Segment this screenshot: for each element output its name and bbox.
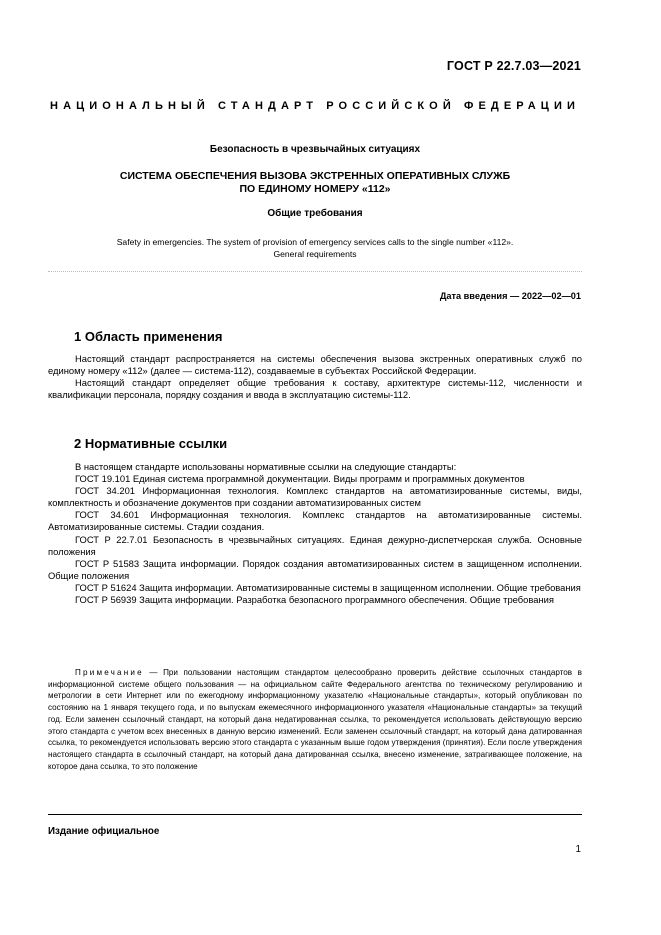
section-2-heading: 2 Нормативные ссылки (74, 436, 228, 451)
subject-line: Безопасность в чрезвычайных ситуациях (209, 144, 421, 155)
note-label: Примечание (75, 668, 144, 677)
section-1-paragraph: Настоящий стандарт определяет общие требования к составу, архитектуре системы-112, численности и квалификации персонала, порядку создания и ввода в эксплуатацию системы-112. (48, 377, 582, 401)
dotted-separator (48, 271, 582, 272)
footer-rule (48, 814, 582, 815)
section-1-body (48, 353, 582, 401)
introduction-date: Дата введения — 2022—02—01 (439, 291, 581, 301)
english-title-line-1: Safety in emergencies. The system of provision of emergency services calls to the single number «112». (116, 237, 514, 247)
section-2-body (48, 461, 582, 606)
official-edition-label: Издание официальное (48, 826, 160, 837)
reference-item: ГОСТ 19.101 Единая система программной документации. Виды программ и программных документов (75, 473, 525, 485)
note-text: — При пользовании настоящим стандартом целесообразно проверить действие ссылочных стандартов в информационной системе общего пользования — на официальном сайте Федерального агентства по техническому регулированию и метрологии в сети Интернет или по ежегодному информационному указателю «Национальные стандарты», который опубликован по состоянию на 1 января текущего года, и по выпускам ежемесячного информационного указателя «Национальные стандарты» за текущий год. Если заменен ссылочный стандарт, на который дана недатированная ссылка, то рекомендуется использовать действующую версию этого стандарта с учетом всех внесенных в данную версию изменений. Если заменен ссылочный стандарт, на который дана датированная ссылка, то рекомендуется использовать версию этого стандарта с указанным выше годом утверждения (принятия). Если после утверждения настоящего стандарта в ссылочный стандарт, на который дана датированная ссылка, внесено изменение, затрагивающее положение, на которое дана ссылка, то это положение (48, 668, 582, 771)
english-title-line-2: General requirements (273, 249, 357, 259)
page-number: 1 (575, 844, 581, 855)
document-title (48, 170, 582, 196)
reference-item: ГОСТ Р 51624 Защита информации. Автоматизированные системы в защищенном исполнении. Общие требования (75, 581, 581, 593)
reference-item: ГОСТ 34.601 Информационная технология. Комплекс стандартов на автоматизированные системы. Автоматизированные системы. Стадии создания. (48, 509, 582, 533)
section-1-paragraph: Настоящий стандарт распространяется на системы обеспечения вызова экстренных оперативных служб по единому номеру «112» (далее — система-112), создаваемые в субъектах Российской Федерации. (48, 353, 582, 377)
reference-item: ГОСТ Р 56939 Защита информации. Разработка безопасного программного обеспечения. Общие требования (75, 594, 554, 606)
reference-item: ГОСТ Р 22.7.01 Безопасность в чрезвычайных ситуациях. Единая дежурно-диспетчерская служба. Основные положения (48, 533, 582, 557)
note-block (48, 667, 582, 772)
gost-code: ГОСТ Р 22.7.03—2021 (446, 59, 581, 73)
english-title (48, 236, 582, 260)
title-line-2: ПО ЕДИНОМУ НОМЕРУ «112» (239, 183, 391, 195)
section-2-intro: В настоящем стандарте использованы нормативные ссылки на следующие стандарты: (75, 461, 457, 472)
reference-item: ГОСТ Р 51583 Защита информации. Порядок создания автоматизированных систем в защищенном исполнении. Общие положения (48, 557, 582, 581)
section-1-heading: 1 Область применения (74, 329, 223, 344)
reference-item: ГОСТ 34.201 Информационная технология. Комплекс стандартов на автоматизированные системы, виды, комплектность и обозначение документов при создании автоматизированных систем (48, 485, 582, 509)
note-paragraph (48, 667, 582, 772)
document-subtitle: Общие требования (267, 208, 363, 219)
national-standard-banner: НАЦИОНАЛЬНЫЙ СТАНДАРТ РОССИЙСКОЙ ФЕДЕРАЦИИ (50, 100, 580, 112)
title-line-1: СИСТЕМА ОБЕСПЕЧЕНИЯ ВЫЗОВА ЭКСТРЕННЫХ ОПЕРАТИВНЫХ СЛУЖБ (119, 170, 511, 182)
